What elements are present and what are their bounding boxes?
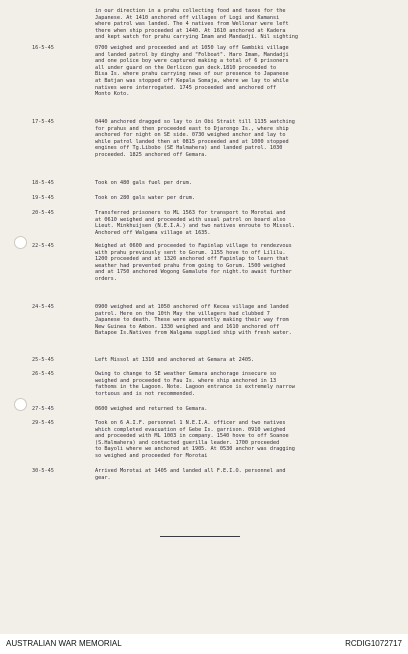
entry-line: Arrived Morotai at 1405 and landed all F.E.I.O. personnel and	[95, 468, 286, 474]
punch-hole	[14, 236, 27, 249]
footer-reference: RCDIG1072717	[345, 639, 402, 648]
entry-line: gear.	[95, 474, 111, 481]
entry-line: Weighed at 0600 and proceeded to Fapinlap village to rendezvous	[95, 243, 292, 249]
entry-date: 16-5-45	[32, 45, 54, 51]
entry-line: which completed evacuation of Gebe Is. garrison. 0910 weighed	[95, 426, 286, 433]
entry-line: and one police boy were captured making a total of 6 prisoners	[95, 58, 289, 65]
punch-hole	[14, 398, 27, 411]
entry-date: 22-5-45	[32, 243, 54, 249]
entry-line: and at 1750 anchored Wogong Gamalute for night.to await further	[95, 269, 292, 276]
entry-line: 1200 proceeded and at 1320 anchored off Fapinlap to learn that	[95, 256, 289, 263]
entry-line: at Batjan was stopped off Kepala Somaja, where we lay to while	[95, 77, 289, 84]
entry-line: natives were interrogated. 1745 proceeded and anchored off	[95, 84, 277, 91]
entry-line: and proceeded with ML 1003 in company. 1540 hove to off Soanoe	[95, 433, 289, 440]
entry-line: proceeded. 1825 anchored off Gemara.	[95, 151, 208, 158]
entry-line: (S.Halmahera) and contacted guerilla leader. 1700 proceeded	[95, 439, 280, 446]
entry-line: Lieut. Minkhuijsen (N.E.I.A.) and two natives enroute to Missol.	[95, 223, 295, 230]
entry-line: Took on 480 gals fuel per drum.	[95, 180, 192, 186]
entry-text	[95, 243, 395, 283]
entry-line: 0700 weighed and proceeded and at 1050 lay off Gambiki village	[95, 45, 289, 51]
entry-line: with prahu previously sent to Gorum. 1155 hove to off Lililu.	[95, 249, 286, 256]
entry-text	[95, 304, 395, 337]
entry-line: where patrol was landed. The 4 natives from Wellonar were left	[95, 21, 289, 28]
entry-date: 18-5-45	[32, 180, 54, 186]
archive-footer	[0, 634, 408, 654]
entry-date: 20-5-45	[32, 210, 54, 216]
entry-text	[95, 371, 395, 397]
entry-date: 30-5-45	[32, 468, 54, 474]
footer-credit: AUSTRALIAN WAR MEMORIAL	[6, 639, 122, 648]
entry-line: there when ship proceeded at 1440. At 1610 anchored at Kadera	[95, 27, 286, 34]
entry-date: 24-5-45	[32, 304, 54, 310]
entry-line: engines off Tg.Libobo (SE Halmahera) and landed patrol. 1030	[95, 145, 283, 152]
entry-date: 29-5-45	[32, 420, 54, 426]
entry-date: 19-5-45	[32, 195, 54, 201]
entry-line: Bisa Is. where prahu carrying news of our presence to Japanese	[95, 71, 289, 78]
entry-line: 0600 weighed and returned to Gemara.	[95, 406, 208, 412]
entry-text	[95, 45, 395, 98]
entry-text	[95, 195, 395, 202]
entry-line: orders.	[95, 275, 117, 282]
entry-text	[95, 210, 395, 236]
entry-line: fathoms in the Lagoon. Note. Lagoon entrance is extremely narrow	[95, 384, 295, 391]
entry-line: Batapoe Is.Natives from Walgama supplied ship with fresh water.	[95, 330, 292, 337]
entry-date: 17-5-45	[32, 119, 54, 125]
entry-line: anchored for night on SE side. 0730 weighed anchor and lay to	[95, 132, 286, 139]
entry-line: Took on 6 A.I.F. personnel 1 N.E.I.A. officer and two natives	[95, 420, 286, 426]
entry-line: so weighed and proceeded for Morotai	[95, 452, 208, 459]
entry-line: all under guard on the Oerlicon gun deck.1810 proceeded to	[95, 64, 277, 71]
entry-line: while patrol landed then at 0815 proceeded and at 1000 stopped	[95, 138, 289, 145]
entry-line: for prahus and then proceeded east to Djarongo Is., where ship	[95, 125, 289, 132]
entry-line: Japanese. At 1410 anchored off villages of Logi and Kamansi	[95, 14, 280, 21]
entry-line: and landed patrol by dinghy and "Folboat". Haro Imam, Mandadji	[95, 51, 289, 58]
entry-text	[95, 180, 395, 187]
entry-line: Monto Koto.	[95, 91, 130, 98]
entry-line: 0900 weighed and at 1050 anchored off Kecea village and landed	[95, 304, 289, 310]
entry-line: Owing to change to SE weather Gemara anchorage insecure so	[95, 371, 277, 377]
entry-line: at 0610 weighed and proceeded with usual patrol on board also	[95, 216, 286, 223]
entry-text	[95, 119, 395, 159]
entry-line: to Bayoli where we anchored at 1905. At 0530 anchor was dragging	[95, 446, 295, 453]
entry-date: 25-5-45	[32, 357, 54, 363]
entry-line: Took on 280 gals water per drum.	[95, 195, 195, 201]
entry-line: weighed and proceeded to Fau Is. where ship anchored in 13	[95, 377, 277, 384]
entry-line: Left Missol at 1310 and anchored at Gemara at 2405.	[95, 357, 255, 363]
entry-date: 26-5-45	[32, 371, 54, 377]
entry-line: New Guinea to Ambon. 1330 weighed and and 1610 anchored off	[95, 323, 280, 330]
entry-line: Anchored off Walgama village at 1635.	[95, 229, 211, 236]
entry-line: in our direction in a prahu collecting food and taxes for the	[95, 8, 286, 14]
entry-line: tortuous and is not recommended.	[95, 390, 195, 397]
entry-line: Japanese to death. These were apparently making their way from	[95, 317, 289, 324]
entry-text	[95, 357, 395, 364]
entry-line: weather had prevented prahu from going to Gorum. 1500 weighed	[95, 262, 286, 269]
entry-line: Transferred prisoners to ML 1563 for transport to Morotai and	[95, 210, 286, 216]
entry-line: patrol. Here on the 10th May the villagers had clubbed 7	[95, 310, 270, 317]
entry-text	[95, 420, 395, 460]
entry-line: and kept watch for prahu carrying Imam and Mandadji. Nil sighting	[95, 34, 299, 41]
entry-date: 27-5-45	[32, 406, 54, 412]
closing-rule	[160, 536, 240, 537]
entry-text	[95, 8, 395, 41]
entry-text	[95, 406, 395, 413]
entry-text	[95, 468, 395, 481]
entry-line: 0440 anchored dragged so lay to in Obi Strait till 1135 watching	[95, 119, 295, 125]
